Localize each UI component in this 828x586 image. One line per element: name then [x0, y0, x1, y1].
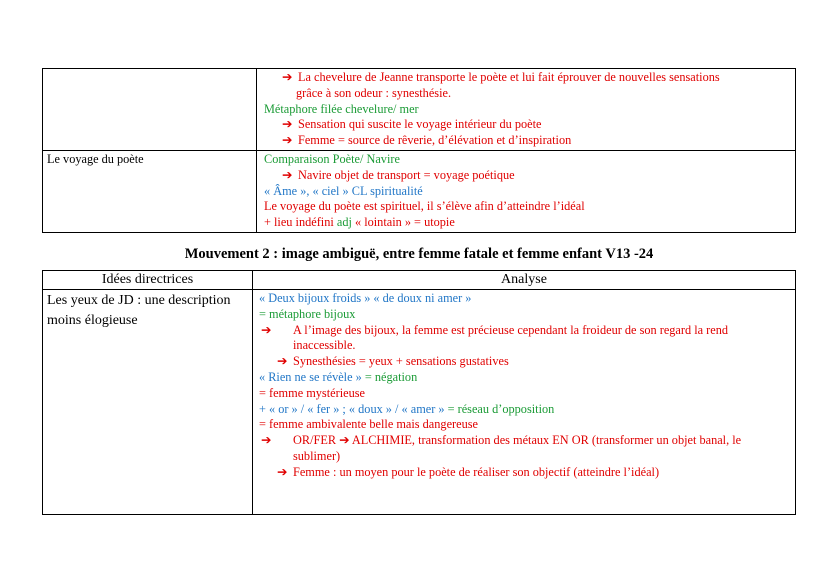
analysis-text: = métaphore bijoux [259, 306, 356, 321]
analysis-cell [257, 69, 796, 151]
analysis-text: « Rien ne se révèle » [259, 369, 365, 384]
table-row [43, 150, 796, 232]
analysis-text: = négation [364, 369, 418, 384]
analysis-text: « Deux bijoux froids » « de doux ni amer » [259, 291, 472, 305]
arrow-icon: ➔ [277, 464, 288, 479]
idea-text: Les yeux de JD : une description moins élogieuse [47, 293, 231, 328]
idea-text: Le voyage du poète [47, 151, 144, 166]
analysis-text: = femme ambivalente belle mais dangereuse [259, 417, 478, 432]
analysis-line [259, 417, 789, 433]
arrow-icon: ➔ [282, 133, 293, 148]
analysis-line [259, 354, 789, 370]
analysis-line [264, 117, 788, 133]
idea-cell [43, 150, 257, 232]
table-header-row [43, 271, 796, 290]
analysis-text: OR/FER ➔ ALCHIMIE, transformation des métaux EN OR (transformer un objet banal, le sublimer) [293, 433, 742, 463]
analysis-line [264, 133, 788, 149]
analysis-line [264, 70, 788, 86]
arrow-icon: ➔ [282, 167, 293, 182]
section-heading: Mouvement 2 : image ambiguë, entre femme fatale et femme enfant V13 -24 [184, 246, 654, 262]
analysis-text: grâce à son odeur : synesthésie. [296, 85, 452, 100]
analysis-table-movement-2 [42, 270, 796, 515]
analysis-text: « lointain » = utopie [351, 215, 455, 230]
table-row [43, 290, 796, 515]
analysis-cell [257, 150, 796, 232]
analysis-text: Sensation qui suscite le voyage intérieur du poète [298, 117, 542, 132]
analysis-line [264, 184, 788, 200]
arrow-icon: ➔ [261, 433, 272, 448]
analysis-text: Comparaison Poète/ Navire [264, 151, 400, 166]
analysis-text: Le voyage du poète est spirituel, il s’élève afin d’atteindre l’idéal [264, 199, 585, 214]
analysis-line [259, 465, 789, 481]
analysis-line [264, 168, 788, 184]
analysis-text: A l’image des bijoux, la femme est précieuse cependant la froideur de son regard la rend inaccessible. [293, 322, 729, 353]
analysis-line [264, 152, 788, 168]
analysis-text: Synesthésies = yeux + sensations gustatives [293, 354, 509, 369]
arrow-icon: ➔ [277, 354, 288, 369]
analysis-line [259, 402, 789, 418]
analysis-text: = femme mystérieuse [259, 385, 365, 400]
analysis-line [261, 322, 789, 355]
analysis-line [259, 370, 789, 386]
idea-cell [43, 290, 253, 515]
analysis-text: adj [336, 215, 352, 230]
analysis-text: = réseau d’opposition [447, 401, 555, 416]
arrow-icon: ➔ [261, 322, 272, 337]
arrow-icon: ➔ [282, 117, 293, 132]
analysis-text: Femme : un moyen pour le poète de réaliser son objectif (atteindre l’idéal) [293, 464, 660, 479]
analysis-text: Navire objet de transport = voyage poétique [298, 167, 515, 182]
idea-cell [43, 69, 257, 151]
analysis-line [259, 386, 789, 402]
column-header: Idées directrices [43, 271, 253, 290]
analysis-line [264, 215, 788, 231]
analysis-text: + « or » / « fer » ; « doux » / « amer » [259, 401, 448, 416]
analysis-line [264, 102, 788, 118]
analysis-text: Métaphore filée chevelure/ mer [264, 101, 419, 116]
analysis-text: La chevelure de Jeanne transporte le poète et lui fait éprouver de nouvelles sensations [298, 70, 720, 84]
analysis-line [261, 433, 789, 465]
analysis-line [259, 307, 789, 323]
analysis-cell [253, 290, 796, 515]
analysis-line [264, 86, 788, 102]
analysis-table-movement-1 [42, 68, 796, 233]
table-row [43, 69, 796, 151]
analysis-text: + lieu indéfini [264, 215, 337, 230]
arrow-icon: ➔ [282, 70, 293, 84]
analysis-line [264, 199, 788, 215]
analysis-text: « Âme », « ciel » CL spiritualité [264, 183, 423, 198]
analysis-line [259, 291, 789, 307]
column-header: Analyse [253, 271, 796, 290]
analysis-text: Femme = source de rêverie, d’élévation et d’inspiration [298, 133, 572, 148]
